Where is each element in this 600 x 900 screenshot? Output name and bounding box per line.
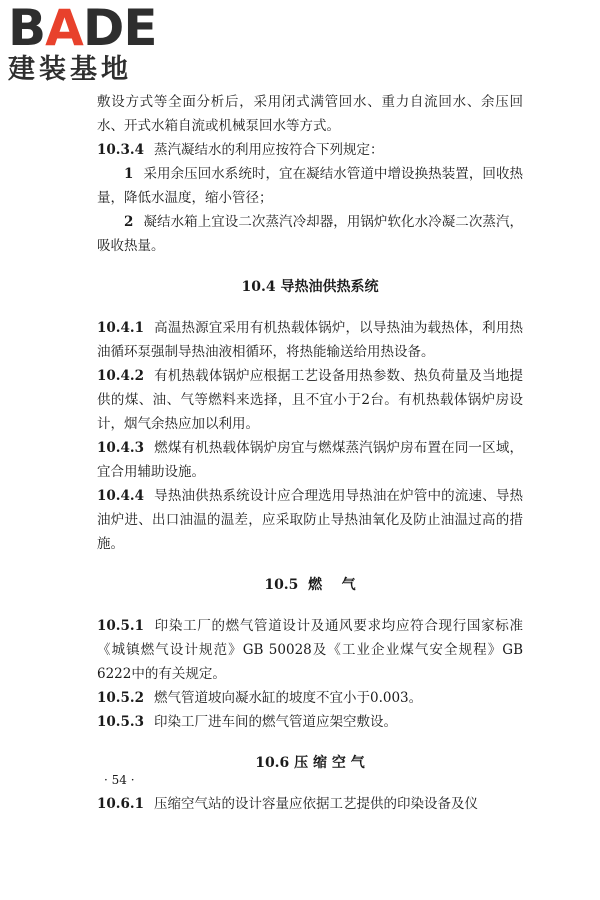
page-number: · 54 · <box>104 773 135 787</box>
clause-10-3-4: 10.3.4 蒸汽凝结水的利用应按符合下列规定： <box>97 142 384 158</box>
clause-10-5-2: 10.5.2 燃气管道坡向凝水缸的坡度不宜小于0.003。 <box>97 690 423 706</box>
clause-10-4-2: 10.4.2 有机热载体锅炉应根据工艺设备用热参数、热负荷量及当地提供的煤、油、气等燃料来选择，且不宜小于2台。有机热载体锅炉房设计，烟气余热应加以利用。 <box>97 368 523 432</box>
clause-10-4-4: 10.4.4 导热油供热系统设计应合理选用导热油在炉管中的流速、导热油炉进、出口油温的温差，应采取防止导热油氧化及防止油温过高的措施。 <box>97 488 523 552</box>
clause-number: 10.3.4 <box>97 142 144 158</box>
section-heading-10-6: 10.6 压 缩 空 气 <box>255 755 365 771</box>
page-body <box>97 90 523 816</box>
logo-subtitle: 建装基地 <box>8 54 132 85</box>
clause-10-6-1: 10.6.1 压缩空气站的设计容量应依据工艺提供的印染设备及仪 <box>97 796 478 812</box>
list-item: 2 凝结水箱上宜设二次蒸汽冷却器，用锅炉软化水冷凝二次蒸汽，吸收热量。 <box>97 214 523 254</box>
list-item: 1 采用余压回水系统时，宜在凝结水管道中增设换热装置，回收热量，降低水温度，缩小管径； <box>97 166 523 206</box>
clause-10-4-1: 10.4.1 高温热源宜采用有机热载体锅炉，以导热油为载热体，利用热油循环泵强制导热油液相循环，将热能输送给用热设备。 <box>97 320 523 360</box>
section-heading-10-5: 10.5 燃 气 <box>264 577 356 593</box>
logo-wordmark: BADE <box>8 0 157 57</box>
bade-logo <box>8 2 176 88</box>
paragraph-intro: 敷设方式等全面分析后，采用闭式满管回水、重力自流回水、余压回水、开式水箱自流或机械泵回水等方式。 <box>97 94 523 134</box>
clause-10-5-3: 10.5.3 印染工厂进车间的燃气管道应架空敷设。 <box>97 714 397 730</box>
clause-10-5-1: 10.5.1 印染工厂的燃气管道设计及通风要求均应符合现行国家标准《城镇燃气设计规范》GB 50028及《工业企业煤气安全规程》GB 6222中的有关规定。 <box>97 618 523 682</box>
clause-10-4-3: 10.4.3 燃煤有机热载体锅炉房宜与燃煤蒸汽锅炉房布置在同一区域，宜合用辅助设施。 <box>97 440 523 480</box>
section-heading-10-4: 10.4 导热油供热系统 <box>241 279 379 295</box>
